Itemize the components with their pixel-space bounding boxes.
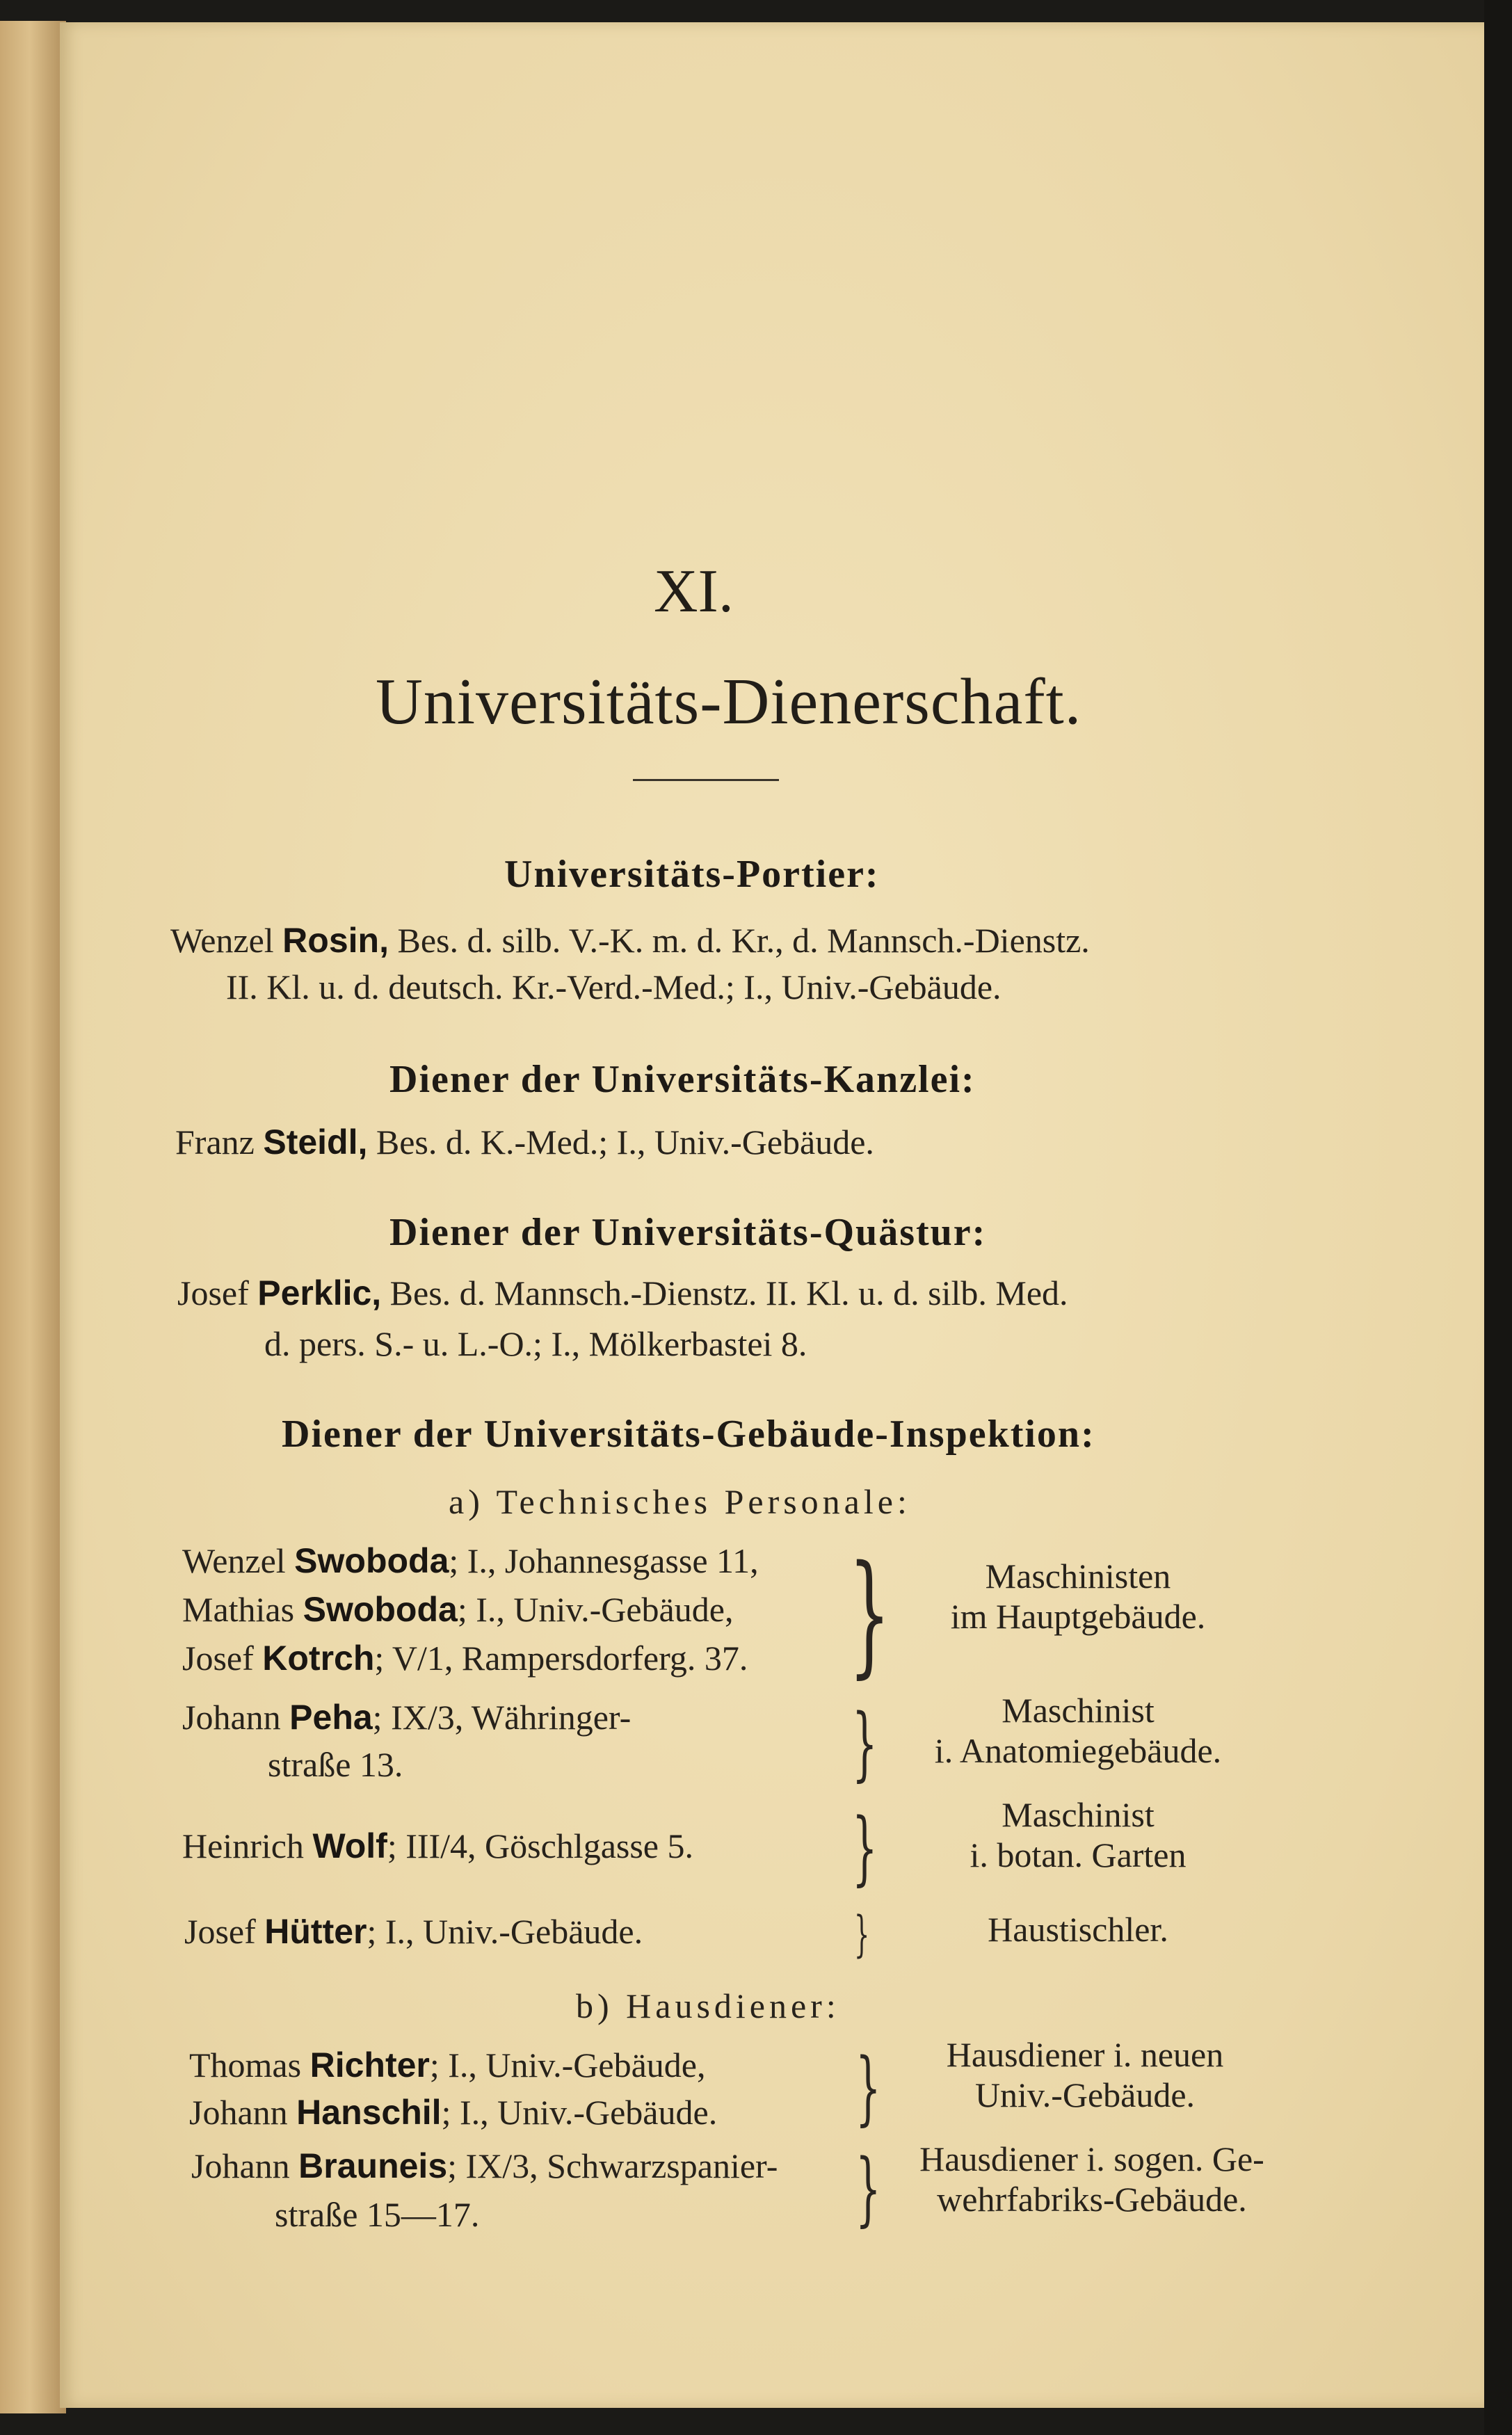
tech-row-2 [182,1589,733,1630]
details: ; V/1, Rampersdorferg. 37. [374,1639,748,1678]
surname: Perklic, [257,1273,382,1312]
surname: Swoboda [294,1541,449,1580]
surname: Swoboda [303,1590,458,1629]
tech-row-1 [182,1541,759,1581]
details: Bes. d. Mannsch.-Dienstz. II. Kl. u. d. silb. Med. [389,1273,1068,1312]
book-spine-edge [0,21,66,2413]
details: ; I., Johannesgasse 11, [449,1541,759,1580]
heading-portier: Universitäts-Portier: [504,853,880,896]
haus-row-3-cont: straße 15—17. [275,2195,480,2234]
haus-row-3 [191,2146,778,2186]
first-name: Wenzel [182,1541,286,1580]
first-name: Thomas [189,2046,302,2084]
role-hausdiener-neu: Hausdiener i. neuen Univ.-Gebäude. [946,2035,1224,2114]
first-name: Heinrich [182,1826,304,1865]
first-name: Johann [191,2146,290,2185]
brace: } [849,1537,891,1691]
surname: Steidl, [263,1123,368,1162]
tech-row-5 [182,1826,693,1866]
role-maschinist-garten: Maschinist i. botan. Garten [970,1795,1187,1874]
surname: Hütter [264,1912,367,1951]
quaestur-line-2: d. pers. S.- u. L.-O.; I., Mölkerbastei 8. [264,1324,807,1363]
role-haustischler: Haustischler. [988,1910,1168,1949]
details: ; I., Univ.-Gebäude. [441,2093,718,2132]
first-name: Franz [175,1123,255,1162]
tech-row-3 [182,1638,748,1678]
surname: Kotrch [262,1639,375,1678]
surname: Wolf [312,1826,387,1865]
details: ; IX/3, Schwarzspanier- [447,2146,778,2185]
details: Bes. d. silb. V.-K. m. d. Kr., d. Mannsch.-Dienstz. [397,921,1090,960]
portier-line-1 [170,920,1090,961]
brace: } [854,1906,870,1963]
right-edge [1484,0,1512,2435]
surname: Rosin, [282,921,389,960]
first-name: Johann [182,1698,281,1737]
details: ; I., Univ.-Gebäude, [457,1590,734,1629]
brace: } [855,2041,881,2135]
role-maschinisten: Maschinisten im Hauptgebäude. [950,1557,1206,1636]
details: ; III/4, Göschlgasse 5. [387,1826,693,1865]
subheading-technisches-personale: a) Technisches Personale: [449,1482,911,1521]
first-name: Mathias [182,1590,295,1629]
tech-row-6 [184,1911,643,1952]
title-rule [633,779,779,781]
role-hausdiener-gewehrfabrik: Hausdiener i. sogen. Ge- wehrfabriks-Gebäude. [919,2139,1264,2219]
details: Bes. d. K.-Med.; I., Univ.-Gebäude. [376,1123,874,1162]
heading-kanzlei: Diener der Universitäts-Kanzlei: [389,1058,976,1101]
heading-quaestur: Diener der Universitäts-Quästur: [389,1211,987,1254]
surname: Peha [289,1698,373,1737]
brace: } [852,1801,878,1895]
chapter-number: XI. [654,558,734,625]
heading-inspektion: Diener der Universitäts-Gebäude-Inspektion: [282,1413,1095,1456]
brace: } [852,1697,878,1790]
first-name: Josef [184,1912,256,1951]
subheading-hausdiener: b) Hausdiener: [576,1986,840,2025]
role-maschinist-anatomie: Maschinist i. Anatomiegebäude. [934,1691,1222,1770]
first-name: Josef [182,1639,254,1678]
haus-row-2 [189,2092,717,2132]
details: ; I., Univ.-Gebäude. [367,1912,643,1951]
surname: Brauneis [298,2146,448,2185]
haus-row-1 [189,2045,706,2085]
chapter-title: Universitäts-Dienerschaft. [376,666,1082,738]
details: ; I., Univ.-Gebäude, [429,2046,706,2084]
tech-row-4-cont: straße 13. [268,1745,403,1784]
first-name: Johann [189,2093,288,2132]
first-name: Josef [177,1273,249,1312]
surname: Hanschil [296,2093,442,2132]
brace: } [855,2142,881,2235]
first-name: Wenzel [170,921,274,960]
details: ; IX/3, Währinger- [372,1698,632,1737]
tech-row-4 [182,1697,631,1737]
quaestur-line-1 [177,1273,1068,1313]
surname: Richter [309,2046,430,2084]
kanzlei-line [175,1122,874,1162]
portier-line-2: II. Kl. u. d. deutsch. Kr.-Verd.-Med.; I., Univ.-Gebäude. [226,967,1002,1006]
